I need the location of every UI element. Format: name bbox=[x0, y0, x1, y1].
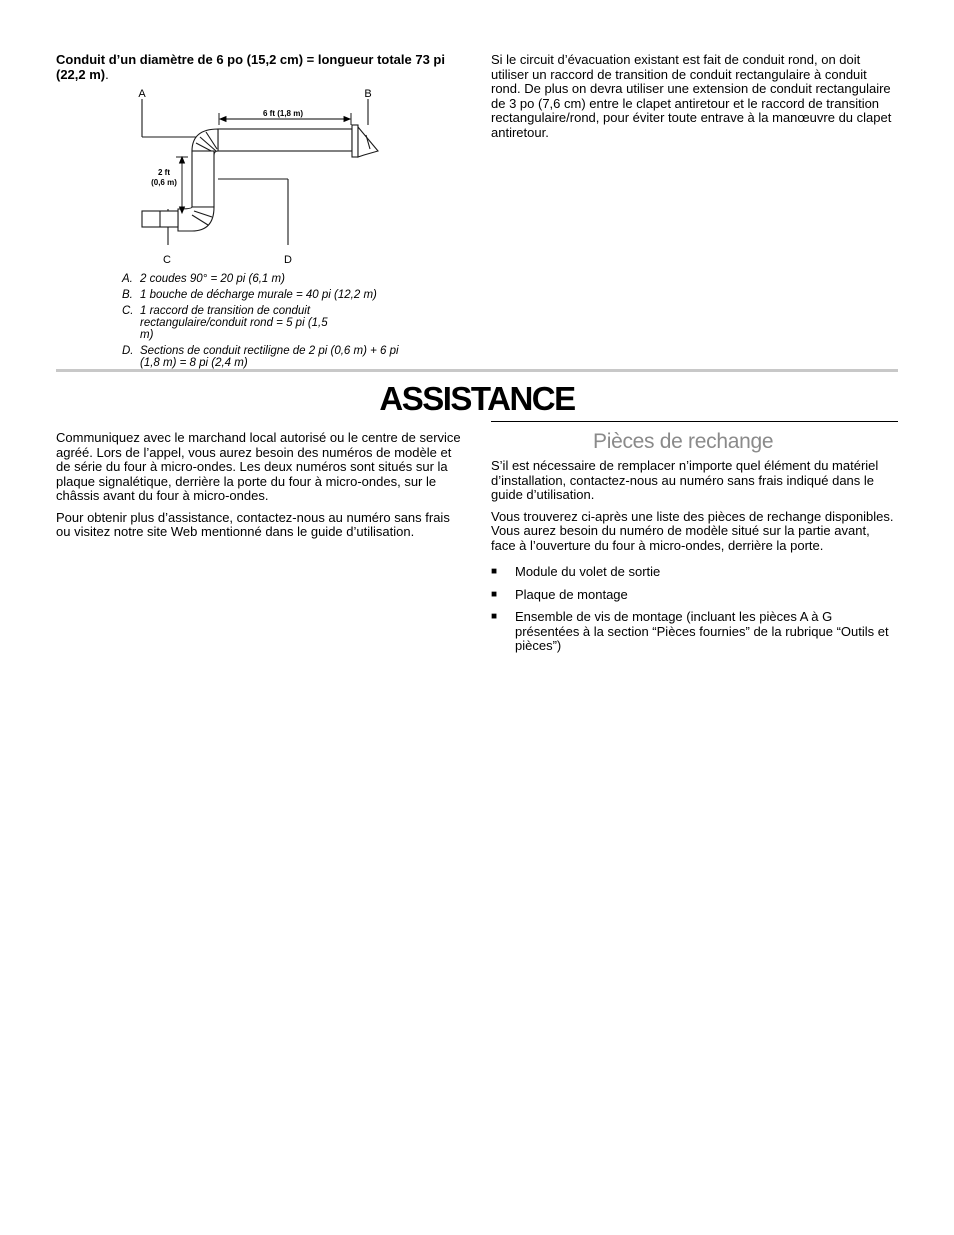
list-item-text: Module du volet de sortie bbox=[515, 564, 661, 579]
parts-title: Pièces de rechange bbox=[593, 430, 774, 453]
list-item bbox=[491, 588, 897, 603]
dim-label-horizontal: 6 ft (1,8 m) bbox=[262, 109, 304, 118]
list-item bbox=[491, 610, 897, 654]
diagram-label-b: B bbox=[364, 88, 372, 100]
legend-key: C. bbox=[122, 304, 134, 317]
legend-item bbox=[122, 345, 422, 370]
legend-text: 1 bouche de décharge murale = 40 pi (12,2 m) bbox=[140, 288, 377, 301]
bullet-icon: ■ bbox=[491, 588, 498, 600]
parts-paragraph-2: Vous trouverez ci-après une liste des pièces de rechange disponibles. Vous aurez besoin du numéro de modèle situé sur la partie avant, face à l’ouverture du four à micro-ondes, derrière la porte. bbox=[491, 508, 894, 553]
venting-heading bbox=[56, 53, 462, 82]
dim-label-vertical-2: (0,6 m) bbox=[151, 178, 177, 187]
legend-key: B. bbox=[122, 288, 133, 301]
legend-text: Sections de conduit rectiligne de 2 pi (0,6 m) + 6 pi (1,8 m) = 8 pi (2,4 m) bbox=[140, 344, 399, 370]
legend-key: A. bbox=[122, 273, 133, 285]
venting-heading-bold: Conduit d’un diamètre de 6 po (15,2 cm) = longueur totale 73 pi (22,2 m) bbox=[56, 52, 445, 82]
legend-item bbox=[122, 305, 422, 342]
legend-key: D. bbox=[122, 344, 134, 357]
assistance-paragraph-1: Communiquez avec le marchand local autorisé ou le centre de service agréé. Lors de l’appel, vous aurez besoin des numéros de modèle et de série du four à micro-ondes. Les deux numéros sont situés sur la plaque signalétique, derrière la porte du four à micro-ondes, sur le châssis avant du four à micro-ondes. bbox=[56, 430, 461, 503]
subsection-divider bbox=[491, 421, 898, 422]
transition-paragraph: Si le circuit d’évacuation existant est fait de conduit rond, on doit utiliser un raccord de transition de conduit rectangulaire à conduit rond. De plus on devra utiliser une extension de conduit rectangulaire de 3 po (7,6 cm) entre le clapet antiretour et le raccord de transition rectangulaire/rond, pour éviter toute entrave à la manœuvre du clapet antiretour. bbox=[491, 52, 892, 140]
duct-diagram bbox=[120, 85, 390, 270]
dim-label-vertical-1: 2 ft bbox=[158, 168, 170, 177]
list-item bbox=[491, 565, 897, 580]
diagram-label-a: A bbox=[138, 88, 146, 100]
wall-cap-flange bbox=[352, 125, 358, 157]
parts-column bbox=[491, 459, 897, 654]
horizontal-duct bbox=[218, 129, 352, 151]
page-title: ASSISTANCE bbox=[379, 380, 575, 417]
legend-item bbox=[122, 289, 422, 301]
bullet-icon: ■ bbox=[491, 566, 498, 577]
diagram-legend bbox=[122, 273, 422, 373]
legend-text: 1 raccord de transition de conduit rectangulaire/conduit rond = 5 pi (1,5 m) bbox=[140, 304, 328, 342]
legend-item bbox=[122, 273, 422, 285]
section-divider bbox=[56, 369, 898, 372]
legend-text: 2 coudes 90° = 20 pi (6,1 m) bbox=[140, 273, 285, 285]
diagram-label-d: D bbox=[284, 254, 292, 266]
assistance-paragraph-2: Pour obtenir plus d’assistance, contactez-nous au numéro sans frais ou visitez notre site Web mentionné dans le guide d’utilisation. bbox=[56, 509, 450, 539]
assistance-column bbox=[56, 431, 462, 547]
list-item-text: Plaque de montage bbox=[515, 586, 628, 602]
list-item-text: Ensemble de vis de montage (incluant les pièces A à G présentées à la section “Pièces fournies” de la rubrique “Outils et pièces”) bbox=[515, 609, 889, 653]
diagram-label-c: C bbox=[163, 254, 171, 266]
vertical-duct bbox=[192, 151, 214, 207]
parts-paragraph-1: S’il est nécessaire de remplacer n’importe quel élément du matériel d’installation, contactez-nous au numéro sans frais indiqué dans le guide d’utilisation. bbox=[491, 458, 879, 502]
venting-heading-end: . bbox=[105, 66, 109, 82]
bullet-icon: ■ bbox=[491, 611, 498, 622]
